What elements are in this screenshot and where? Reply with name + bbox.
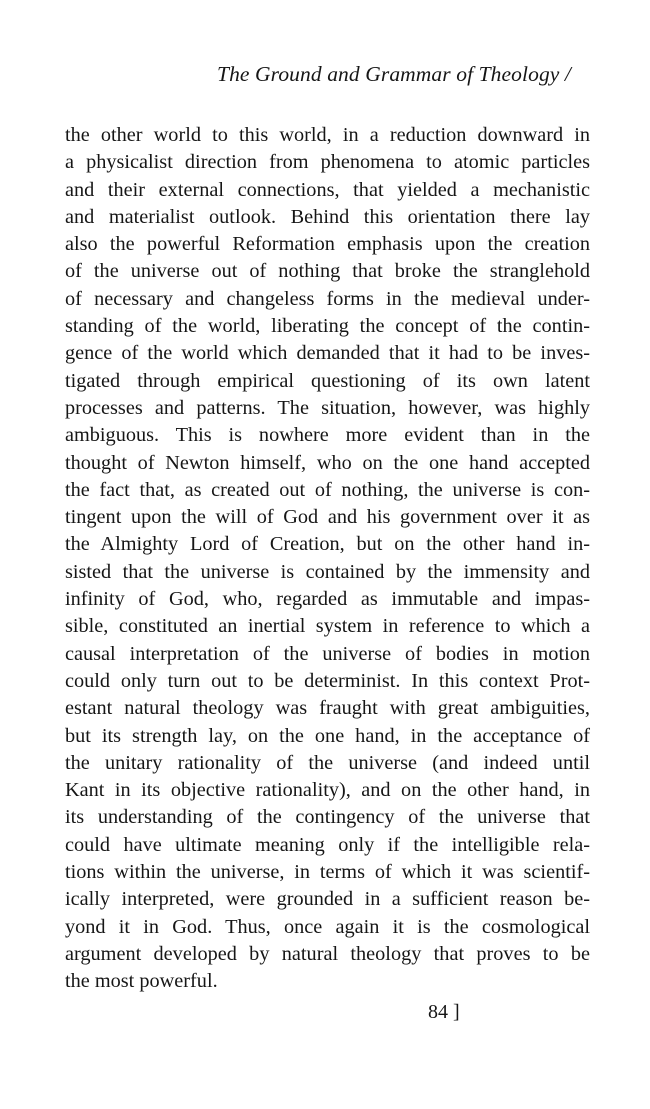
text-line: tigated through empirical questioning of its own latent: [65, 369, 590, 392]
text-line: standing of the world, liberating the concept of the contin-: [65, 315, 590, 338]
text-line: also the powerful Reformation emphasis upon the creation: [65, 233, 590, 256]
text-line: and materialist outlook. Behind this orientation there lay: [65, 205, 590, 228]
text-line: but its strength lay, on the one hand, in the acceptance of: [65, 724, 590, 747]
text-line: tingent upon the will of God and his government over it as: [65, 506, 590, 529]
text-line: of the universe out of nothing that broke the stranglehold: [65, 260, 590, 283]
text-line: the unitary rationality of the universe (and indeed until: [65, 751, 590, 774]
text-line: thought of Newton himself, who on the one hand accepted: [65, 451, 590, 474]
text-line: the most powerful.: [65, 970, 218, 993]
text-line: and their external connections, that yielded a mechanistic: [65, 178, 590, 201]
text-line: a physicalist direction from phenomena to atomic particles: [65, 151, 590, 174]
page-number: 84 ]: [428, 1001, 460, 1023]
text-line: the Almighty Lord of Creation, but on the other hand in-: [65, 533, 590, 556]
text-line: tions within the universe, in terms of which it was scientif-: [65, 861, 590, 884]
text-line: processes and patterns. The situation, however, was highly: [65, 396, 590, 419]
text-line: sisted that the universe is contained by the immensity and: [65, 560, 590, 583]
text-line: the other world to this world, in a reduction downward in: [65, 124, 590, 146]
running-head: The Ground and Grammar of Theology /: [217, 62, 571, 86]
text-line: infinity of God, who, regarded as immutable and impas-: [65, 588, 590, 611]
text-line: sible, constituted an inertial system in reference to which a: [65, 615, 590, 638]
text-line: gence of the world which demanded that it had to be inves-: [65, 342, 590, 365]
text-line: argument developed by natural theology that proves to be: [65, 942, 590, 965]
text-line: yond it in God. Thus, once again it is the cosmological: [65, 915, 590, 938]
text-line: could have ultimate meaning only if the intelligible rela-: [65, 833, 590, 856]
text-line: Kant in its objective rationality), and on the other hand, in: [65, 779, 590, 802]
text-line: the fact that, as created out of nothing, the universe is con-: [65, 478, 590, 501]
text-line: causal interpretation of the universe of bodies in motion: [65, 642, 590, 665]
text-line: ically interpreted, were grounded in a sufficient reason be-: [65, 888, 590, 911]
text-line: of necessary and changeless forms in the medieval under-: [65, 287, 590, 310]
body-paragraph: [65, 122, 590, 996]
text-line: could only turn out to be determinist. In this context Prot-: [65, 669, 590, 692]
text-line: its understanding of the contingency of the universe that: [65, 806, 590, 829]
text-line: ambiguous. This is nowhere more evident than in the: [65, 424, 590, 447]
text-line: estant natural theology was fraught with great ambiguities,: [65, 697, 590, 720]
